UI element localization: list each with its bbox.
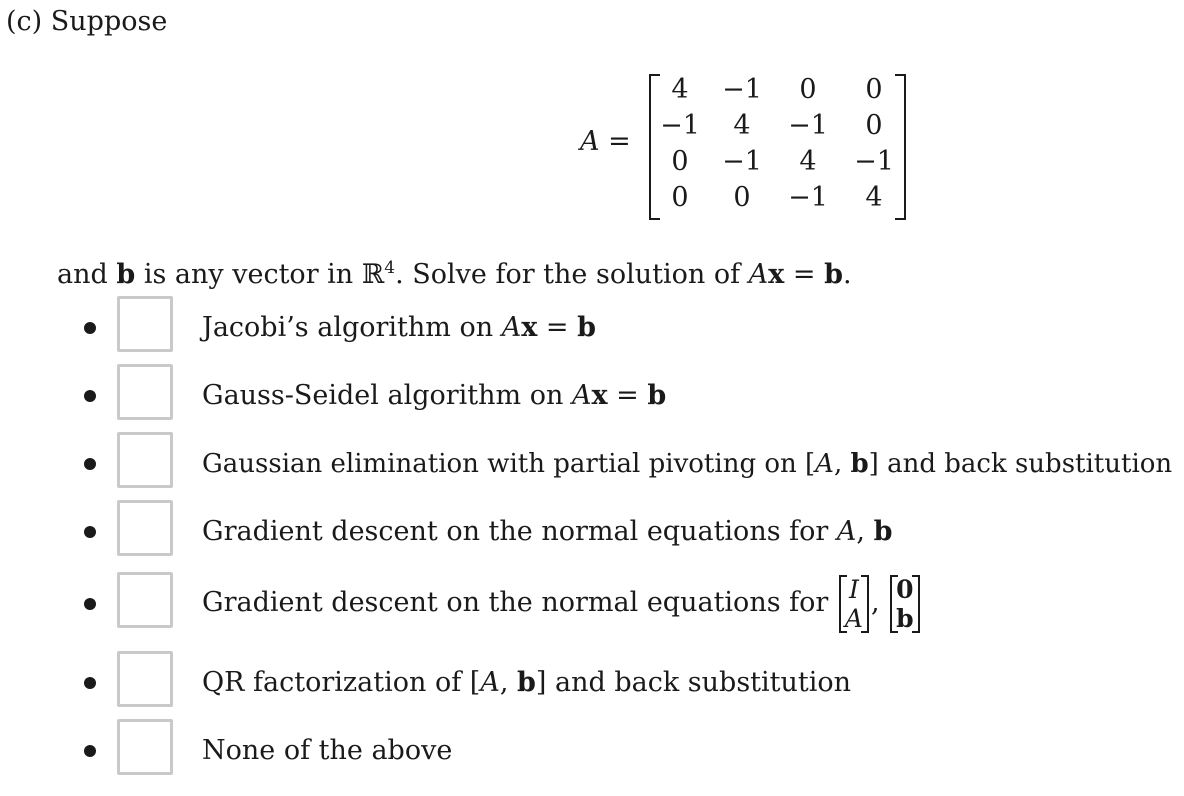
vector-b: b	[577, 312, 596, 343]
checkbox-gaussian-elimination[interactable]	[117, 432, 173, 488]
matrix-cell: −1	[788, 110, 828, 141]
equals: =	[607, 380, 648, 411]
bullet	[84, 677, 96, 689]
comma: ,	[833, 449, 851, 479]
stacked-vector-0-b	[890, 575, 919, 633]
bullet	[84, 322, 96, 334]
option-label	[202, 667, 851, 699]
bullet	[84, 390, 96, 402]
checkbox-gradient-descent-A-b[interactable]	[117, 500, 173, 556]
bullet	[84, 745, 96, 757]
problem-statement	[57, 252, 852, 291]
matrix-cell: 0	[671, 146, 689, 177]
matrix-cell: 4	[865, 182, 883, 213]
matrix-lhs: A =	[580, 126, 631, 157]
option-label	[202, 568, 922, 638]
matrix-cell: −1	[722, 74, 762, 105]
matrix-A: A	[480, 667, 500, 698]
vector-x: x	[521, 312, 538, 343]
equals: =	[784, 259, 825, 290]
text: Gradient descent on the normal equations for	[202, 516, 837, 547]
question-header	[6, 6, 167, 38]
vector-x: x	[591, 380, 608, 411]
checkbox-qr-factorization[interactable]	[117, 651, 173, 707]
text: Gradient descent on the normal equations for	[202, 587, 837, 618]
matrix-entry: A	[844, 603, 863, 633]
text: . Solve for the solution of	[395, 259, 749, 290]
vector-entry: b	[896, 603, 914, 633]
matrix-cell: 0	[865, 110, 883, 141]
option-label: None of the above	[202, 735, 453, 766]
matrix-A: A	[571, 380, 592, 411]
checkbox-gradient-descent-augmented[interactable]	[117, 572, 173, 628]
vector-b: b	[873, 516, 893, 547]
superscript: 4	[384, 258, 396, 278]
matrix-cell: −1	[660, 110, 700, 141]
checkbox-none[interactable]	[117, 719, 173, 775]
vector-entry: 0	[896, 574, 914, 604]
matrix-A: A	[815, 449, 834, 479]
checkbox-gauss-seidel[interactable]	[117, 364, 173, 420]
matrix-cell: 4	[671, 74, 689, 105]
text: ] and back substitution	[535, 667, 852, 698]
vector-b: b	[824, 259, 843, 290]
option-label	[202, 448, 1172, 480]
bullet	[84, 598, 96, 610]
checkbox-jacobi[interactable]	[117, 296, 173, 352]
part-label: (c)	[6, 6, 43, 37]
matrix-cell: 4	[733, 110, 751, 141]
comma: ,	[870, 587, 889, 618]
text: and	[57, 259, 117, 290]
matrix-entry: I	[848, 574, 859, 604]
matrix-cell: −1	[788, 182, 828, 213]
bullet	[84, 458, 96, 470]
matrix-cell: 4	[799, 146, 817, 177]
text: Jacobi’s algorithm on	[202, 312, 502, 343]
equals: =	[537, 312, 578, 343]
matrix-cell: 0	[865, 74, 883, 105]
text: Gauss-Seidel algorithm on	[202, 380, 572, 411]
option-label	[202, 312, 596, 344]
vector-b: b	[516, 667, 536, 698]
stacked-matrix-I-A	[839, 575, 869, 633]
matrix-cell: −1	[854, 146, 894, 177]
text: Gaussian elimination with partial pivoting on [	[202, 449, 816, 479]
vector-x: x	[768, 259, 785, 290]
bullet	[84, 526, 96, 538]
header-text: Suppose	[50, 6, 168, 37]
vector-b: b	[647, 380, 667, 411]
matrix-A: A	[501, 312, 522, 343]
text: ] and back substitution	[868, 449, 1173, 479]
matrix-A: A	[836, 516, 857, 547]
comma: ,	[499, 667, 517, 698]
comma: ,	[856, 516, 874, 547]
matrix-cell: 0	[733, 182, 751, 213]
option-label	[202, 516, 892, 548]
matrix-A: A	[748, 259, 769, 290]
matrix-cell: −1	[722, 146, 762, 177]
vector-b: b	[850, 449, 869, 479]
text: .	[842, 259, 852, 290]
reals-symbol: ℝ	[361, 259, 385, 290]
text: is any vector in	[135, 259, 362, 290]
vector-b: b	[116, 259, 136, 290]
matrix-cell: 0	[671, 182, 689, 213]
matrix-cell: 0	[799, 74, 817, 105]
option-label	[202, 380, 666, 412]
text: QR factorization of [	[202, 667, 481, 698]
